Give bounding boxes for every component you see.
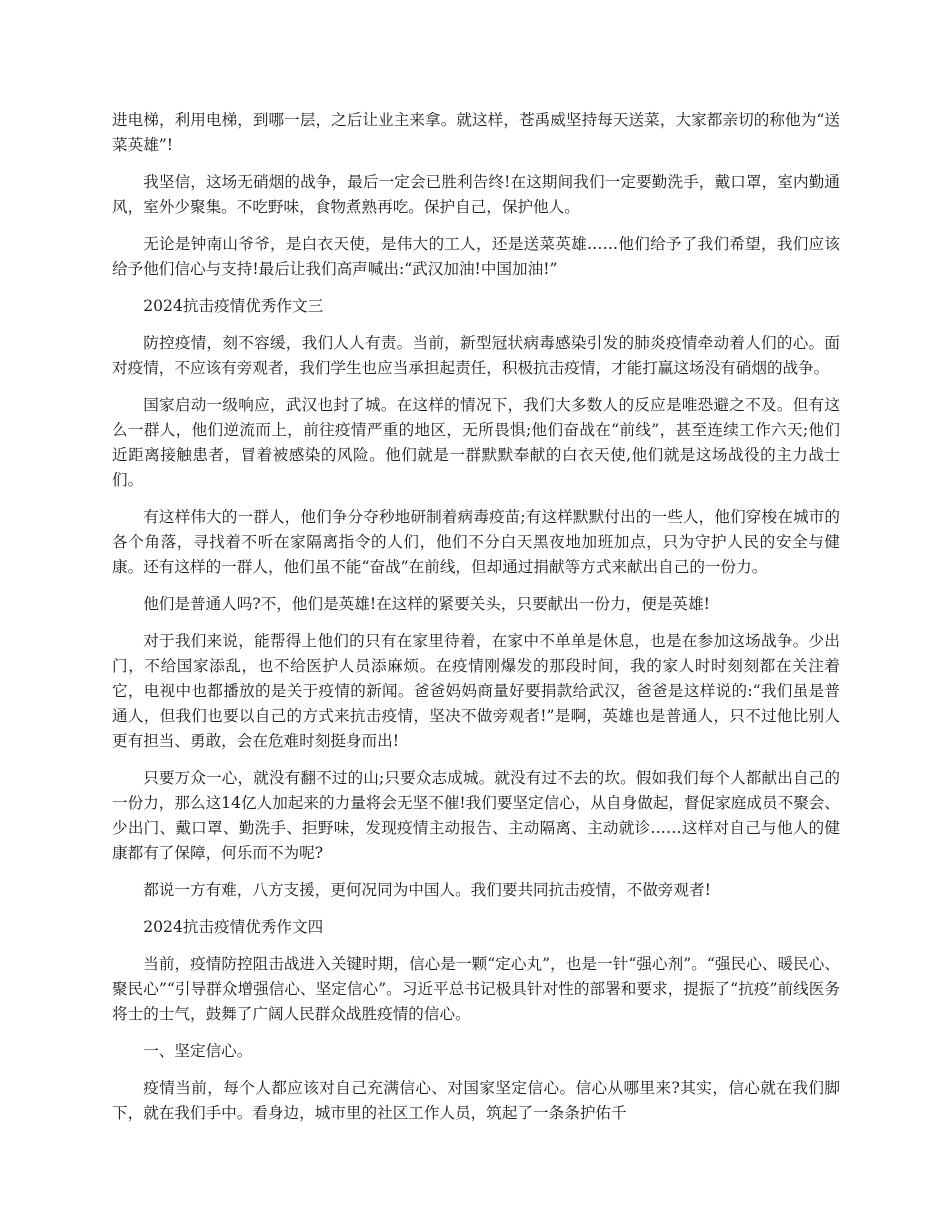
paragraph: 他们是普通人吗?不，他们是英雄!在这样的紧要关头，只要献出一份力，便是英雄! [143, 595, 710, 613]
paragraph: 当前，疫情防控阻击战进入关键时期，信心是一颗“定心丸”，也是一针“强心剂”。“强民心、暖民心、聚民心”“引导群众增强信心、坚定信心”。习近平总书记极具针对性的部署和要求，提振了“抗疫”前线医务将士的士气，鼓舞了广阔人民群众战胜疫情的信心。 [112, 955, 840, 1023]
paragraph: 只要万众一心，就没有翻不过的山;只要众志成城。就没有过不去的坎。假如我们每个人都献出自己的一份力，那么这14亿人加起来的力量将会无坚不催!我们要坚定信心，从自身做起，督促家庭成员不聚会、少出门、戴口罩、勤洗手、拒野味，发现疫情主动报告、主动隔离、主动就诊……这样对自己与他人的健康都有了保障，何乐而不为呢? [112, 769, 840, 862]
paragraph: 有这样伟大的一群人，他们争分夺秒地研制着病毒疫苗;有这样默默付出的一些人，他们穿梭在城市的各个角落，寻找着不听在家隔离指令的人们，他们不分白天黑夜地加班加点，只为守护人民的安全与健康。还有这样的一群人，他们虽不能“奋战”在前线，但却通过捐献等方式来献出自己的一份力。 [112, 508, 840, 576]
paragraph: 进电梯，利用电梯，到哪一层，之后让业主来拿。就这样，苍禹威坚持每天送菜，大家都亲切的称他为“送菜英雄”! [112, 111, 840, 154]
paragraph: 防控疫情，刻不容缓，我们人人有责。当前，新型冠状病毒感染引发的肺炎疫情牵动着人们的心。面对疫情，不应该有旁观者，我们学生也应当承担起责任，积极抗击疫情，才能打赢这场没有硝烟的战争。 [112, 334, 840, 377]
paragraph: 都说一方有难，八方支援，更何况同为中国人。我们要共同抗击疫情，不做旁观者! [143, 881, 711, 899]
paragraph: 对于我们来说，能帮得上他们的只有在家里待着，在家中不单单是休息，也是在参加这场战争。少出门，不给国家添乱，也不给医护人员添麻烦。在疫情刚爆发的那段时间，我的家人时时刻刻都在关注着它，电视中也都播放的是关于疫情的新闻。爸爸妈妈商量好要捐款给武汉，爸爸是这样说的:“我们虽是普通人，但我们也要以自己的方式来抗击疫情，坚决不做旁观者!”是啊，英雄也是普通人，只不过他比别人更有担当、勇敢，会在危难时刻挺身而出! [112, 632, 840, 750]
paragraph: 疫情当前，每个人都应该对自己充满信心、对国家坚定信心。信心从哪里来?其实，信心就在我们脚下，就在我们手中。看身边，城市里的社区工作人员，筑起了一条条护佑千 [112, 1079, 840, 1122]
subsection-heading: 一、坚定信心。 [143, 1042, 253, 1060]
paragraph: 我坚信，这场无硝烟的战争，最后一定会已胜利告终!在这期间我们一定要勤洗手，戴口罩，室内勤通风，室外少聚集。不吃野味，食物煮熟再吃。保护自己，保护他人。 [112, 173, 840, 216]
section-heading: 2024抗击疫情优秀作文四 [143, 918, 324, 936]
section-heading: 2024抗击疫情优秀作文三 [143, 297, 324, 315]
paragraph: 国家启动一级响应，武汉也封了城。在这样的情况下，我们大多数人的反应是唯恐避之不及。但有这么一群人，他们逆流而上，前往疫情严重的地区，无所畏惧;他们奋战在“前线”，甚至连续工作六天;他们近距离接触患者，冒着被感染的风险。他们就是一群默默奉献的白衣天使,他们就是这场战役的主力战士们。 [112, 396, 840, 489]
paragraph: 无论是钟南山爷爷，是白衣天使，是伟大的工人，还是送菜英雄……他们给予了我们希望，我们应该给予他们信心与支持!最后让我们高声喊出:“武汉加油!中国加油!” [112, 235, 840, 278]
